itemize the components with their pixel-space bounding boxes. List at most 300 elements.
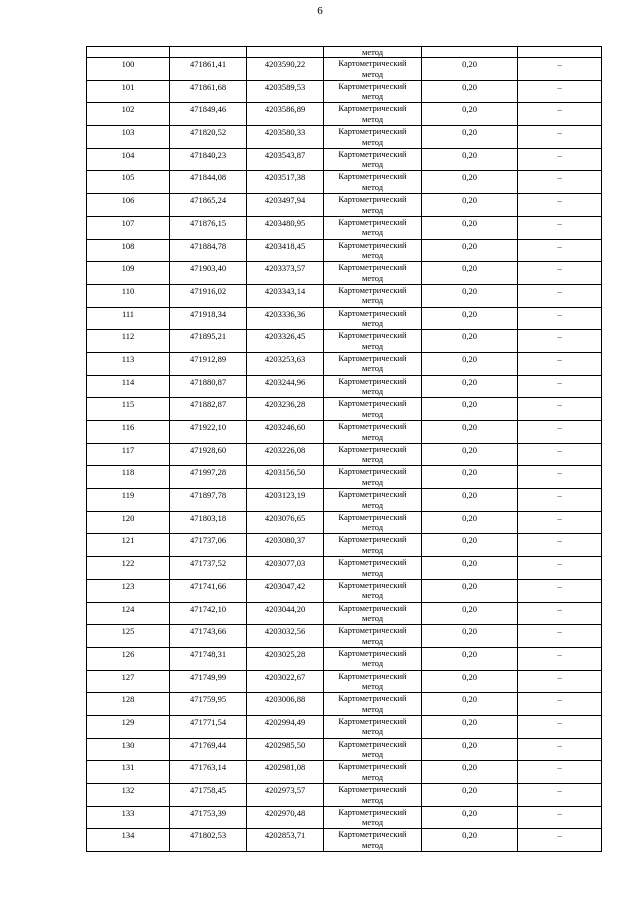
method-line-1: Картометрический: [338, 330, 407, 341]
method-cell: [324, 398, 422, 421]
method-line-1: Картометрический: [338, 262, 407, 273]
method-line-1: Картометрический: [338, 239, 407, 250]
coordinate-x: 471737,52: [170, 557, 247, 580]
description: –: [518, 579, 602, 602]
description: –: [518, 738, 602, 761]
point-number: 119: [87, 489, 170, 512]
method-line-2: метод: [361, 113, 384, 124]
method-line-2: метод: [361, 839, 384, 850]
point-number: 115: [87, 398, 170, 421]
coordinate-x: 471771,54: [170, 715, 247, 738]
table-row: [87, 806, 602, 829]
method-cell: [324, 80, 422, 103]
coordinate-y: 4203373,57: [247, 262, 324, 285]
coordinates-table: [86, 46, 602, 852]
coordinate-y: 4203336,36: [247, 307, 324, 330]
method-cell: [324, 489, 422, 512]
method-line-2: метод: [361, 204, 384, 215]
coordinate-x: 471840,23: [170, 148, 247, 171]
point-number: 131: [87, 761, 170, 784]
method-cell: [324, 647, 422, 670]
description: –: [518, 352, 602, 375]
accuracy: 0,20: [422, 579, 518, 602]
method-line-1: Картометрический: [338, 58, 407, 68]
method-line-2: метод: [361, 68, 384, 79]
point-number: 132: [87, 784, 170, 807]
description: –: [518, 330, 602, 353]
accuracy: 0,20: [422, 58, 518, 81]
method-line-2: метод: [361, 726, 384, 737]
description: –: [518, 466, 602, 489]
point-number: 134: [87, 829, 170, 852]
table-row: [87, 784, 602, 807]
method-line-1: Картометрический: [338, 557, 407, 568]
description: –: [518, 557, 602, 580]
point-number: 122: [87, 557, 170, 580]
point-number: 102: [87, 103, 170, 126]
method-line-1: Картометрический: [338, 375, 407, 386]
coordinate-x: 471928,60: [170, 443, 247, 466]
table-row: [87, 602, 602, 625]
method-cell: [324, 194, 422, 217]
point-number: 111: [87, 307, 170, 330]
coordinate-y: 4203236,28: [247, 398, 324, 421]
table-row: [87, 466, 602, 489]
method-cell: [324, 58, 422, 81]
method-line-2: метод: [361, 771, 384, 782]
method-line-2: метод: [361, 522, 384, 533]
accuracy: 0,20: [422, 715, 518, 738]
point-number: 133: [87, 806, 170, 829]
method-cell: [324, 557, 422, 580]
coordinate-x: 471820,52: [170, 126, 247, 149]
method-cell: [324, 216, 422, 239]
description: –: [518, 58, 602, 81]
accuracy: 0,20: [422, 352, 518, 375]
method-cell: [324, 375, 422, 398]
table-row: [87, 216, 602, 239]
point-number: 128: [87, 693, 170, 716]
point-number: 126: [87, 647, 170, 670]
accuracy: 0,20: [422, 194, 518, 217]
accuracy: 0,20: [422, 693, 518, 716]
accuracy: 0,20: [422, 466, 518, 489]
method-line-2: метод: [361, 91, 384, 102]
point-number: 116: [87, 421, 170, 444]
method-line-1: Картометрический: [338, 443, 407, 454]
coordinate-y: 4203025,28: [247, 647, 324, 670]
method-line-1: Картометрический: [338, 693, 407, 704]
continued-cell-method: метод: [324, 47, 422, 58]
description: –: [518, 148, 602, 171]
coordinate-x: 471741,66: [170, 579, 247, 602]
table-row: [87, 829, 602, 852]
table-row: [87, 557, 602, 580]
accuracy: 0,20: [422, 511, 518, 534]
point-number: 109: [87, 262, 170, 285]
accuracy: 0,20: [422, 216, 518, 239]
method-cell: [324, 262, 422, 285]
description: –: [518, 761, 602, 784]
method-line-1: Картометрический: [338, 216, 407, 227]
accuracy: 0,20: [422, 557, 518, 580]
method-line-1: Картометрический: [338, 80, 407, 91]
accuracy: 0,20: [422, 330, 518, 353]
coordinate-y: 4203226,08: [247, 443, 324, 466]
coordinate-x: 471876,15: [170, 216, 247, 239]
point-number: 117: [87, 443, 170, 466]
table-row: [87, 534, 602, 557]
coordinate-x: 471861,68: [170, 80, 247, 103]
coordinate-y: 4203123,19: [247, 489, 324, 512]
description: –: [518, 239, 602, 262]
method-line-1: Картометрический: [338, 398, 407, 409]
point-number: 112: [87, 330, 170, 353]
coordinate-y: 4203497,94: [247, 194, 324, 217]
accuracy: 0,20: [422, 148, 518, 171]
accuracy: 0,20: [422, 534, 518, 557]
accuracy: 0,20: [422, 443, 518, 466]
method-cell: [324, 670, 422, 693]
coordinate-x: 471861,41: [170, 58, 247, 81]
description: –: [518, 784, 602, 807]
coordinate-x: 471759,95: [170, 693, 247, 716]
page-number: 6: [317, 5, 323, 17]
point-number: 108: [87, 239, 170, 262]
accuracy: 0,20: [422, 829, 518, 852]
method-line-1: Картометрический: [338, 307, 407, 318]
method-line-1: Картометрический: [338, 715, 407, 726]
method-line-2: метод: [361, 159, 384, 170]
description: –: [518, 806, 602, 829]
continued-cell-number: [87, 47, 170, 58]
coordinate-x: 471802,53: [170, 829, 247, 852]
point-number: 121: [87, 534, 170, 557]
table-row: [87, 625, 602, 648]
method-cell: [324, 421, 422, 444]
method-line-1: Картометрический: [338, 579, 407, 590]
continued-row: [87, 47, 602, 58]
description: –: [518, 398, 602, 421]
coordinate-x: 471749,99: [170, 670, 247, 693]
coordinate-y: 4203590,22: [247, 58, 324, 81]
method-line-2: метод: [361, 794, 384, 805]
continued-cell-accuracy: [422, 47, 518, 58]
coordinate-y: 4203543,87: [247, 148, 324, 171]
description: –: [518, 489, 602, 512]
method-cell: [324, 602, 422, 625]
table-row: [87, 148, 602, 171]
coordinate-y: 4203480,95: [247, 216, 324, 239]
coordinate-y: 4203077,03: [247, 557, 324, 580]
coordinate-x: 471918,34: [170, 307, 247, 330]
coordinate-y: 4203253,63: [247, 352, 324, 375]
description: –: [518, 80, 602, 103]
point-number: 100: [87, 58, 170, 81]
accuracy: 0,20: [422, 647, 518, 670]
description: –: [518, 693, 602, 716]
point-number: 114: [87, 375, 170, 398]
method-cell: [324, 126, 422, 149]
method-line-1: Картометрический: [338, 489, 407, 500]
method-line-2: метод: [361, 454, 384, 465]
coordinate-x: 471884,78: [170, 239, 247, 262]
method-cell: [324, 171, 422, 194]
method-cell: [324, 806, 422, 829]
method-line-2: метод: [361, 295, 384, 306]
accuracy: 0,20: [422, 126, 518, 149]
method-line-1: Картометрический: [338, 625, 407, 636]
method-line-1: Картометрический: [338, 103, 407, 114]
table-row: [87, 738, 602, 761]
method-line-2: метод: [361, 363, 384, 374]
description: –: [518, 126, 602, 149]
table-row: [87, 284, 602, 307]
method-cell: [324, 829, 422, 852]
method-line-2: метод: [361, 749, 384, 760]
accuracy: 0,20: [422, 398, 518, 421]
method-cell: [324, 284, 422, 307]
method-line-2: метод: [361, 635, 384, 646]
coordinate-x: 471897,78: [170, 489, 247, 512]
point-number: 129: [87, 715, 170, 738]
coordinate-y: 4203586,89: [247, 103, 324, 126]
point-number: 101: [87, 80, 170, 103]
table-row: [87, 670, 602, 693]
coordinate-y: 4203022,67: [247, 670, 324, 693]
coordinate-y: 4203080,37: [247, 534, 324, 557]
description: –: [518, 216, 602, 239]
description: –: [518, 194, 602, 217]
method-line-1: Картометрический: [338, 421, 407, 431]
description: –: [518, 829, 602, 852]
table-row: [87, 80, 602, 103]
method-cell: [324, 307, 422, 330]
method-line-2: метод: [361, 318, 384, 329]
method-line-1: Картометрический: [338, 511, 407, 522]
point-number: 110: [87, 284, 170, 307]
description: –: [518, 534, 602, 557]
method-line-2: метод: [361, 817, 384, 828]
method-cell: [324, 239, 422, 262]
coordinate-y: 4203032,56: [247, 625, 324, 648]
coordinate-x: 471882,87: [170, 398, 247, 421]
description: –: [518, 715, 602, 738]
accuracy: 0,20: [422, 284, 518, 307]
coordinate-x: 471997,28: [170, 466, 247, 489]
method-cell: [324, 784, 422, 807]
coordinate-y: 4203246,60: [247, 421, 324, 444]
method-line-2: метод: [361, 386, 384, 397]
description: –: [518, 602, 602, 625]
method-cell: [324, 715, 422, 738]
method-line-1: Картометрический: [338, 148, 407, 159]
table-row: [87, 126, 602, 149]
point-number: 127: [87, 670, 170, 693]
coordinate-y: 4202853,71: [247, 829, 324, 852]
table-row: [87, 421, 602, 444]
description: –: [518, 647, 602, 670]
coordinate-x: 471769,44: [170, 738, 247, 761]
accuracy: 0,20: [422, 239, 518, 262]
method-cell: [324, 738, 422, 761]
method-line-1: Картометрический: [338, 284, 407, 295]
description: –: [518, 670, 602, 693]
coordinate-y: 4202970,48: [247, 806, 324, 829]
table-row: [87, 262, 602, 285]
method-line-1: Картометрический: [338, 784, 407, 794]
accuracy: 0,20: [422, 421, 518, 444]
method-line-2: метод: [361, 136, 384, 147]
method-line-1: Картометрический: [338, 194, 407, 205]
table-row: [87, 579, 602, 602]
method-line-2: метод: [361, 340, 384, 351]
point-number: 107: [87, 216, 170, 239]
accuracy: 0,20: [422, 784, 518, 807]
table-row: [87, 443, 602, 466]
coordinate-y: 4203076,65: [247, 511, 324, 534]
coordinate-y: 4203589,53: [247, 80, 324, 103]
point-number: 130: [87, 738, 170, 761]
coordinate-x: 471753,39: [170, 806, 247, 829]
table-row: [87, 647, 602, 670]
point-number: 120: [87, 511, 170, 534]
point-number: 124: [87, 602, 170, 625]
coordinate-y: 4203580,33: [247, 126, 324, 149]
coordinate-x: 471803,18: [170, 511, 247, 534]
accuracy: 0,20: [422, 761, 518, 784]
method-line-1: Картометрический: [338, 761, 407, 772]
accuracy: 0,20: [422, 806, 518, 829]
table-row: [87, 398, 602, 421]
description: –: [518, 375, 602, 398]
accuracy: 0,20: [422, 625, 518, 648]
description: –: [518, 443, 602, 466]
method-line-1: Картометрический: [338, 602, 407, 613]
method-cell: [324, 148, 422, 171]
accuracy: 0,20: [422, 307, 518, 330]
method-line-2: метод: [361, 703, 384, 714]
coordinate-x: 471880,87: [170, 375, 247, 398]
method-line-2: метод: [361, 181, 384, 192]
method-cell: [324, 352, 422, 375]
coordinate-y: 4203006,88: [247, 693, 324, 716]
table-row: [87, 194, 602, 217]
accuracy: 0,20: [422, 738, 518, 761]
table-row: [87, 511, 602, 534]
point-number: 105: [87, 171, 170, 194]
description: –: [518, 511, 602, 534]
method-cell: [324, 443, 422, 466]
coordinate-y: 4203418,45: [247, 239, 324, 262]
coordinate-y: 4203244,96: [247, 375, 324, 398]
coordinate-x: 471743,66: [170, 625, 247, 648]
method-line-1: Картометрический: [338, 829, 407, 840]
accuracy: 0,20: [422, 602, 518, 625]
coordinate-x: 471916,02: [170, 284, 247, 307]
method-line-1: Картометрический: [338, 171, 407, 182]
coordinate-y: 4203047,42: [247, 579, 324, 602]
accuracy: 0,20: [422, 103, 518, 126]
method-cell: [324, 330, 422, 353]
table-row: [87, 375, 602, 398]
coordinate-x: 471758,45: [170, 784, 247, 807]
method-line-2: метод: [361, 476, 384, 487]
method-line-2: метод: [361, 408, 384, 419]
method-cell: [324, 693, 422, 716]
continued-cell-y: [247, 47, 324, 58]
method-line-2: метод: [361, 658, 384, 669]
table-row: [87, 693, 602, 716]
coordinate-y: 4202985,50: [247, 738, 324, 761]
method-line-2: метод: [361, 431, 384, 442]
point-number: 113: [87, 352, 170, 375]
description: –: [518, 307, 602, 330]
table-row: [87, 171, 602, 194]
accuracy: 0,20: [422, 670, 518, 693]
coordinate-y: 4202973,57: [247, 784, 324, 807]
coordinate-x: 471844,08: [170, 171, 247, 194]
method-line-2: метод: [361, 272, 384, 283]
table-row: [87, 330, 602, 353]
method-cell: [324, 761, 422, 784]
coordinate-x: 471748,31: [170, 647, 247, 670]
accuracy: 0,20: [422, 375, 518, 398]
table-row: [87, 239, 602, 262]
accuracy: 0,20: [422, 262, 518, 285]
coordinate-x: 471865,24: [170, 194, 247, 217]
method-cell: [324, 511, 422, 534]
coordinate-x: 471742,10: [170, 602, 247, 625]
table-row: [87, 761, 602, 784]
coordinate-y: 4203517,38: [247, 171, 324, 194]
coordinate-y: 4203044,20: [247, 602, 324, 625]
method-line-2: метод: [361, 499, 384, 510]
coordinate-y: 4203326,45: [247, 330, 324, 353]
method-line-1: Картометрический: [338, 738, 407, 749]
accuracy: 0,20: [422, 171, 518, 194]
point-number: 106: [87, 194, 170, 217]
accuracy: 0,20: [422, 489, 518, 512]
coordinate-x: 471763,14: [170, 761, 247, 784]
method-line-1: Картометрический: [338, 647, 407, 658]
coordinate-y: 4202981,08: [247, 761, 324, 784]
coordinates-table-body: [87, 47, 602, 852]
accuracy: 0,20: [422, 80, 518, 103]
point-number: 104: [87, 148, 170, 171]
method-line-2: метод: [361, 250, 384, 260]
method-line-1: Картометрический: [338, 466, 407, 477]
coordinate-x: 471737,06: [170, 534, 247, 557]
method-cell: [324, 466, 422, 489]
point-number: 123: [87, 579, 170, 602]
coordinate-x: 471849,46: [170, 103, 247, 126]
coordinate-x: 471912,89: [170, 352, 247, 375]
method-line-1: Картометрический: [338, 126, 407, 137]
coordinate-x: 471903,40: [170, 262, 247, 285]
coordinate-y: 4202994,49: [247, 715, 324, 738]
method-line-1: Картометрический: [338, 670, 407, 681]
method-line-2: метод: [361, 567, 384, 578]
table-row: [87, 307, 602, 330]
description: –: [518, 421, 602, 444]
method-line-1: Картометрический: [338, 806, 407, 817]
description: –: [518, 284, 602, 307]
description: –: [518, 171, 602, 194]
table-row: [87, 715, 602, 738]
table-row: [87, 58, 602, 81]
method-line-2: метод: [361, 227, 384, 238]
